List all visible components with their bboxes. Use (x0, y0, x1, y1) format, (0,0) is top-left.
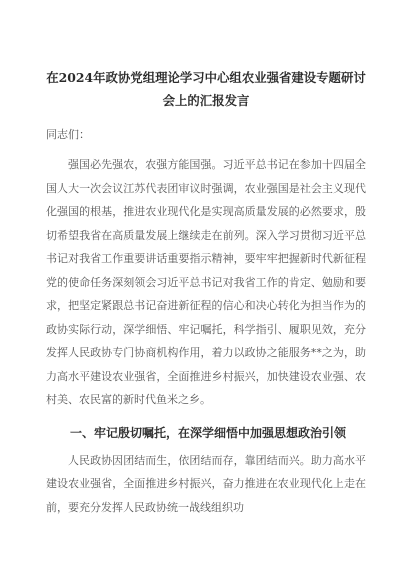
title-line-1: 在2024年政协党组理论学习中心组农业强省建设专题研讨 (46, 70, 366, 85)
document-title (46, 66, 366, 112)
section-paragraph: 人民政协因团结而生，依团结而存，靠团结而兴。助力高水平建设农业强省，全面推进乡村振兴，奋力推进在农业现代化上走在前，要充分发挥人民政协统一战线组织功 (46, 453, 366, 514)
salutation: 同志们： (46, 128, 90, 141)
title-line-2: 会上的汇报发言 (162, 93, 250, 108)
body-paragraph: 强国必先强农，农强方能国强。习近平总书记在参加十四届全国人大一次会议江苏代表团审议时强调，农业强国是社会主义现代化强国的根基，推进农业现代化是实现高质量发展的必然要求，殷切希望我省在高质量发展上继续走在前列。深入学习贯彻习近平总书记对我省工作重要讲话重要指示精神，要牢牢把握新时代新征程党的使命任务深刻领会习近平总书记对我省工作的肯定、勉励和要求，把坚定紧跟总书记奋进新征程的信心和决心转化为担当作为的政协实际行动，深学细悟、牢记嘱托，科学指引、履职见效，充分发挥人民政协专门协商机构作用，着力以政协之能服务**之为，助力高水平建设农业强省，全面推进乡村振兴，加快建设农业强、农村美、农民富的新时代鱼米之乡。 (46, 158, 366, 406)
section-heading: 一、牢记殷切嘱托，在深学细悟中加强思想政治引领 (70, 425, 347, 440)
